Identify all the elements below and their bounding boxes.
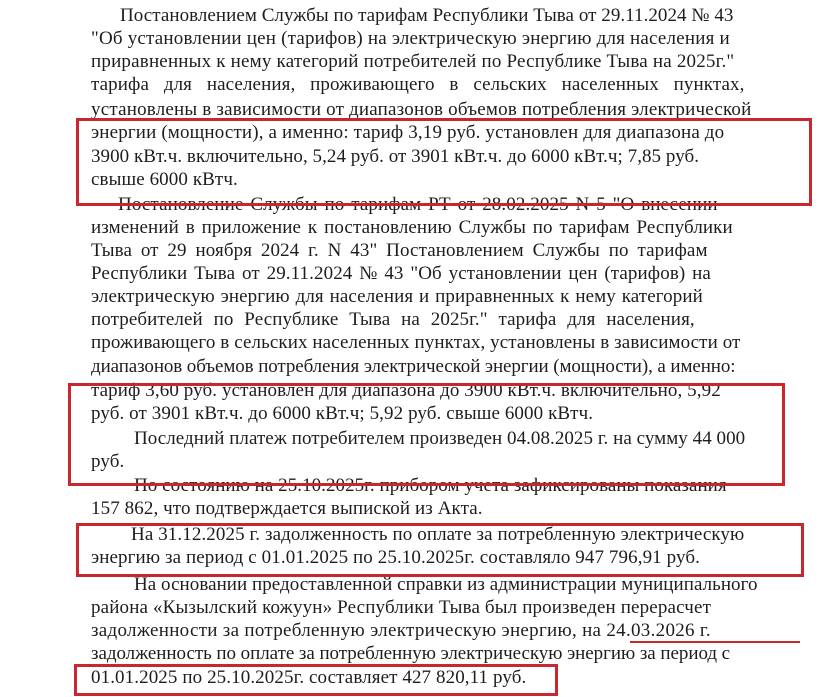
text-line: 3900 кВт.ч. включительно, 5,24 руб. от 3901 кВт.ч. до 6000 кВт.ч; 7,85 руб. [91,146,700,167]
text-line: потребителей по Республике Тыва на 2025г." тарифа для населения, [91,309,695,330]
text-line: Республики Тыва от 29.11.2024 № 43 "Об установлении цен (тарифов) на [91,263,711,284]
text-line: энергию за период с 01.01.2025 по 25.10.2025г. составляло 947 796,91 руб. [91,547,700,568]
text-line: 01.01.2025 по 25.10.2025г. составляет 427 820,11 руб. [91,667,527,688]
text-line: тарифа для населения, проживающего в сельских населенных пунктах, [91,74,745,95]
text-line: тариф 3,60 руб. установлен для диапазона до 3900 кВт.ч. включительно, 5,92 [91,380,721,401]
text-line: Постановление Службы по тарифам РТ от 28.02.2025 N 5 "О внесении [118,194,718,215]
text-line: Тыва от 29 ноября 2024 г. N 43" Постановлением Службы по тарифам [91,240,708,261]
text-line: 157 862, что подтверждается выпиской из Акта. [91,498,483,519]
text-line: На 31.12.2025 г. задолженность по оплате за потребленную электрическую [131,524,745,545]
text-line: "Об установлении цен (тарифов) на электрическую энергию для населения и [91,28,730,49]
text-line: установлены в зависимости от диапазонов объемов потребления электрической [91,99,752,120]
text-line: руб. от 3901 кВт.ч. до 6000 кВт.ч; 5,92 руб. свыше 6000 кВтч. [91,403,594,424]
text-line: энергии (мощности), а именно: тариф 3,19 руб. установлен для диапазона до [91,122,725,143]
text-line: задолженности за потребленную электрическую энергию, на 24.03.2026 г. [91,620,711,641]
text-line: свыше 6000 кВтч. [91,169,238,190]
text-line: Последний платеж потребителем произведен 04.08.2025 г. на сумму 44 000 [134,428,746,449]
text-line: По состоянию на 25.10.2025г. прибором учета зафиксированы показания [134,475,727,496]
text-line: На основании предоставленной справки из администрации муниципального [134,574,758,595]
text-line: задолженность по оплате за потребленную электрическую энергию за период с [91,643,731,664]
text-line: руб. [91,451,125,472]
text-line: диапазонов объемов потребления электрической энергии (мощности), а именно: [91,356,736,377]
text-line: приравненных к нему категорий потребителей по Республике Тыва на 2025г." [91,51,735,72]
text-line: Постановлением Службы по тарифам Республики Тыва от 29.11.2024 № 43 [120,5,734,26]
text-line: проживающего в сельских населенных пунктах, установлены в зависимости от [91,332,741,353]
text-line: электрическую энергию для населения и приравненных к нему категорий [91,286,703,307]
text-line: изменений в приложение к постановлению Службы по тарифам Республики [91,217,733,238]
text-line: района «Кызылский кожуун» Республики Тыва был произведен перерасчет [91,597,712,618]
underline-mark [630,641,800,643]
